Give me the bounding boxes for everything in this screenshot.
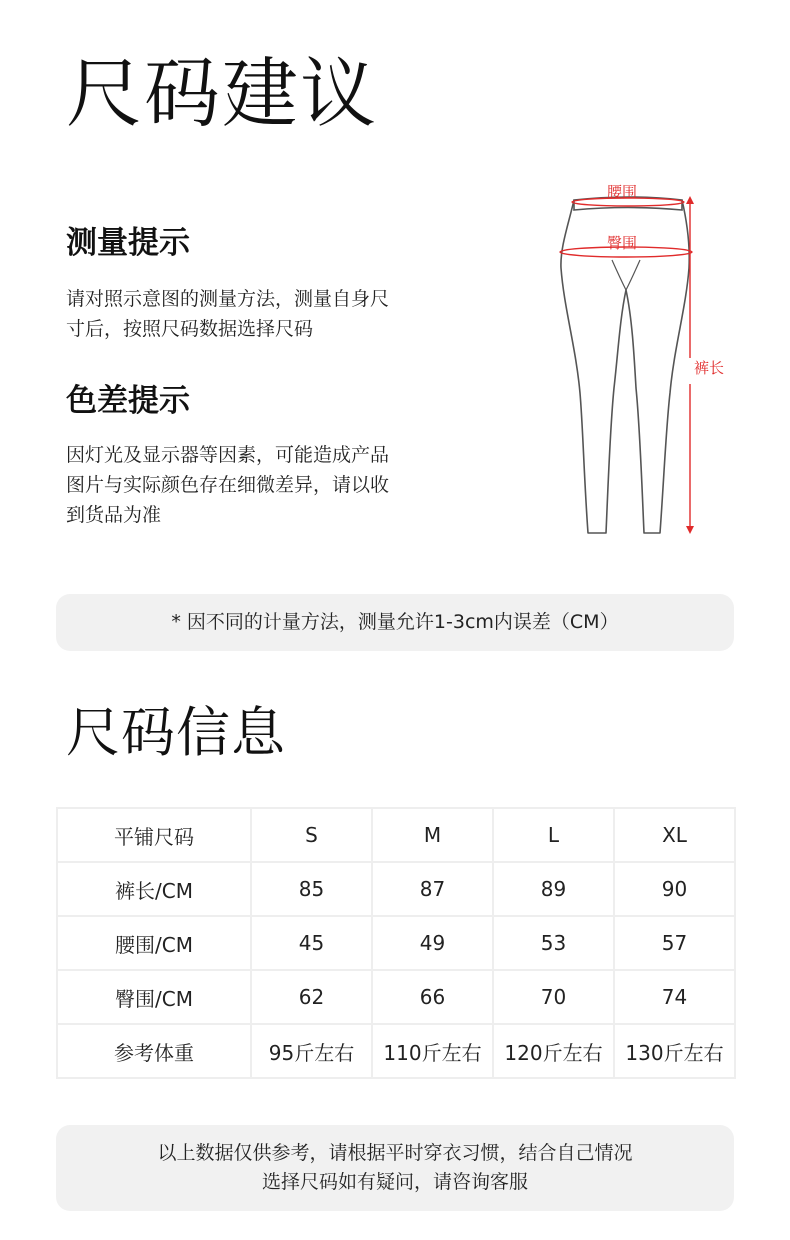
- measure-tip-text: [66, 284, 451, 344]
- table-cell: 裤长/CM: [57, 862, 251, 916]
- table-row: [57, 1024, 735, 1078]
- measurement-note: * 因不同的计量方法，测量允许1-3cm内误差（CM）: [56, 594, 734, 651]
- length-arrow-top: [686, 196, 694, 204]
- table-cell: 87: [372, 862, 493, 916]
- table-cell: S: [251, 808, 372, 862]
- table-cell: 45: [251, 916, 372, 970]
- page-title: 尺码建议: [66, 49, 378, 138]
- footer-note: [56, 1125, 734, 1211]
- table-row-header: [57, 808, 735, 862]
- table-cell: 85: [251, 862, 372, 916]
- measure-tip-heading: 测量提示: [66, 225, 190, 261]
- table-cell: 74: [614, 970, 735, 1024]
- table-cell: 57: [614, 916, 735, 970]
- table-cell: 49: [372, 916, 493, 970]
- table-row: [57, 916, 735, 970]
- color-tip-line-3: 到货品为准: [66, 504, 162, 526]
- table-cell: M: [372, 808, 493, 862]
- table-cell: XL: [614, 808, 735, 862]
- table-cell: 110斤左右: [372, 1024, 493, 1078]
- waist-label: 腰围: [607, 183, 638, 201]
- size-info-title: 尺码信息: [66, 701, 286, 764]
- table-cell: 130斤左右: [614, 1024, 735, 1078]
- table-cell: 62: [251, 970, 372, 1024]
- table-cell: 66: [372, 970, 493, 1024]
- table-row: [57, 862, 735, 916]
- measure-tip-line-1: 请对照示意图的测量方法，测量自身尺: [66, 288, 390, 310]
- footer-line-2: 选择尺码如有疑问，请咨询客服: [261, 1171, 528, 1193]
- table-cell: 70: [493, 970, 614, 1024]
- table-cell: 平铺尺码: [57, 808, 251, 862]
- color-tip-line-2: 图片与实际颜色存在细微差异，请以收: [66, 474, 390, 496]
- hip-label: 臀围: [607, 234, 638, 252]
- pants-crotch-seam: [612, 260, 640, 290]
- table-cell: 89: [493, 862, 614, 916]
- table-cell: 53: [493, 916, 614, 970]
- table-cell: 95斤左右: [251, 1024, 372, 1078]
- table-cell: 臀围/CM: [57, 970, 251, 1024]
- table-cell: 120斤左右: [493, 1024, 614, 1078]
- measure-tip-line-2: 寸后，按照尺码数据选择尺码: [66, 318, 314, 340]
- footer-line-1: 以上数据仅供参考，请根据平时穿衣习惯，结合自己情况: [157, 1142, 633, 1164]
- size-table: [56, 807, 736, 1079]
- table-cell: 90: [614, 862, 735, 916]
- table-cell: 腰围/CM: [57, 916, 251, 970]
- color-tip-heading: 色差提示: [66, 383, 190, 419]
- table-cell: 参考体重: [57, 1024, 251, 1078]
- table-cell: L: [493, 808, 614, 862]
- length-arrow-bottom: [686, 526, 694, 534]
- table-row: [57, 970, 735, 1024]
- color-tip-text: [66, 440, 451, 530]
- color-tip-line-1: 因灯光及显示器等因素，可能造成产品: [66, 444, 390, 466]
- length-label: 裤长: [694, 359, 725, 377]
